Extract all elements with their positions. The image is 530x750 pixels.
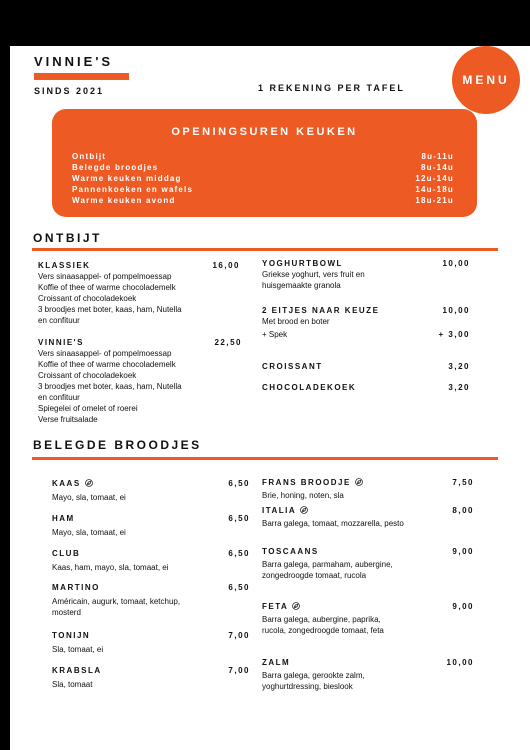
item-name [262, 505, 474, 516]
item-name-text: ITALIA [262, 506, 297, 515]
item-name: CHOCOLADEKOEK [262, 383, 357, 392]
item-price: 22,50 [214, 338, 242, 347]
hours-label: Belegde broodjes [72, 163, 159, 172]
leaf-icon [300, 506, 308, 514]
menu-item [262, 258, 470, 291]
item-desc-line: huisgemaakte granola [262, 281, 341, 290]
item-price: 7,00 [228, 631, 250, 640]
item-desc-line: en confituur [38, 393, 80, 402]
leaf-icon [355, 478, 363, 486]
section-title-sandwiches: BELEGDE BROODJES [33, 438, 202, 452]
section-title-breakfast: ONTBIJT [33, 231, 102, 245]
item-price: 6,50 [228, 549, 250, 558]
item-price: 9,00 [452, 547, 474, 556]
menu-item [52, 478, 250, 503]
item-desc-line: 3 broodjes met boter, kaas, ham, Nutella [38, 305, 182, 314]
item-price: 10,00 [442, 306, 470, 315]
item-price: 6,50 [228, 479, 250, 488]
menu-item [262, 546, 474, 581]
item-desc-line: Barra galega, parmaham, aubergine, [262, 560, 393, 569]
item-name: KLASSIEK [38, 261, 91, 270]
hours-row [72, 163, 454, 173]
item-name-text: FETA [262, 602, 289, 611]
item-name: TOSCAANS [262, 547, 319, 556]
item-desc-line: 3 broodjes met boter, kaas, ham, Nutella [38, 382, 182, 391]
item-desc-line: Vers sinaasappel- of pompelmoessap [38, 272, 172, 281]
item-price: 7,00 [228, 666, 250, 675]
item-name: CLUB [52, 549, 81, 558]
bill-note: 1 REKENING PER TAFEL [258, 83, 405, 93]
menu-item [262, 601, 474, 636]
item-desc-line: Sla, tomaat, ei [52, 645, 104, 654]
hours-label: Pannenkoeken en wafels [72, 185, 194, 194]
item-price: 3,20 [448, 362, 470, 371]
item-desc-line: Croissant of chocoladekoek [38, 294, 137, 303]
item-extra: + Spek [262, 330, 288, 339]
leaf-icon [85, 479, 93, 487]
menu-item [262, 477, 474, 501]
menu-page [10, 46, 530, 750]
leaf-icon [292, 602, 300, 610]
hours-time: 18u-21u [415, 196, 454, 205]
item-price: 8,00 [452, 506, 474, 515]
item-desc-line: en confituur [38, 316, 80, 325]
menu-item [52, 513, 250, 538]
item-name: YOGHURTBOWL [262, 259, 343, 268]
item-price: 3,20 [448, 383, 470, 392]
item-desc-line: Mayo, sla, tomaat, ei [52, 528, 126, 537]
item-desc-line: yoghurtdressing, bieslook [262, 682, 353, 691]
hours-row [72, 152, 454, 162]
menu-item [52, 630, 250, 655]
item-desc-line: Croissant of chocoladekoek [38, 371, 137, 380]
item-name: 2 EITJES NAAR KEUZE [262, 306, 380, 315]
menu-item [262, 382, 470, 393]
item-name: MARTINO [52, 583, 100, 592]
item-desc-line: Verse fruitsalade [38, 415, 98, 424]
item-desc-line: Sla, tomaat [52, 680, 93, 689]
item-price: 6,50 [228, 583, 250, 592]
item-desc-line: Griekse yoghurt, vers fruit en [262, 270, 365, 279]
hours-time: 12u-14u [415, 174, 454, 183]
menu-item [262, 505, 474, 529]
item-desc-line: Brie, honing, noten, sla [262, 491, 344, 500]
hours-time: 8u-11u [421, 152, 454, 161]
section-divider [32, 457, 498, 460]
item-desc-line: Spiegelei of omelet of roerei [38, 404, 138, 413]
item-price: 9,00 [452, 602, 474, 611]
item-name: KRABSLA [52, 666, 102, 675]
since-label: SINDS 2021 [34, 86, 105, 96]
item-name-text: FRANS BROODJE [262, 478, 351, 487]
item-desc-line: Koffie of thee of warme chocolademelk [38, 283, 176, 292]
item-name [262, 601, 474, 612]
item-desc-line: Vers sinaasappel- of pompelmoessap [38, 349, 172, 358]
opening-hours-title: OPENINGSUREN KEUKEN [171, 126, 358, 138]
item-price: 10,00 [446, 658, 474, 667]
menu-item [38, 260, 240, 326]
item-name: CROISSANT [262, 362, 323, 371]
item-price: 10,00 [442, 259, 470, 268]
opening-hours-box [52, 109, 477, 217]
item-desc-line: zongedroogde tomaat, rucola [262, 571, 367, 580]
item-name: HAM [52, 514, 75, 523]
item-desc-line: Mayo, sla, tomaat, ei [52, 493, 126, 502]
item-price: 16,00 [212, 261, 240, 270]
item-desc-line: Met brood en boter [262, 317, 330, 326]
hours-row [72, 174, 454, 184]
hours-time: 14u-18u [415, 185, 454, 194]
item-desc-line: Koffie of thee of warme chocolademelk [38, 360, 176, 369]
item-name [262, 477, 474, 488]
item-desc-line: Barra galega, gerookte zalm, [262, 671, 365, 680]
item-name: VINNIE'S [38, 338, 84, 347]
section-divider [32, 248, 498, 251]
menu-item [262, 657, 474, 692]
item-name-text: KAAS [52, 479, 81, 488]
item-name: ZALM [262, 658, 291, 667]
menu-item [262, 361, 470, 372]
brand-name: VINNIE'S [34, 54, 114, 69]
item-extra-price: + 3,00 [438, 330, 470, 339]
brand-underline [34, 73, 129, 80]
hours-row [72, 196, 454, 206]
item-price: 7,50 [452, 478, 474, 487]
menu-badge: MENU [452, 46, 520, 114]
menu-item [38, 337, 242, 425]
menu-item [52, 582, 250, 618]
item-name: TONIJN [52, 631, 91, 640]
item-name [52, 478, 250, 489]
hours-row [72, 185, 454, 195]
menu-item [52, 548, 250, 573]
item-desc-line: Kaas, ham, mayo, sla, tomaat, ei [52, 563, 169, 572]
item-desc-line: mosterd [52, 608, 81, 617]
hours-label: Ontbijt [72, 152, 107, 161]
hours-time: 8u-14u [421, 163, 454, 172]
menu-item [52, 665, 250, 690]
item-desc-line: Américain, augurk, tomaat, ketchup, [52, 597, 181, 606]
item-desc-line: rucola, zongedroogde tomaat, feta [262, 626, 384, 635]
item-price: 6,50 [228, 514, 250, 523]
item-desc-line: Barra galega, aubergine, paprika, [262, 615, 381, 624]
hours-label: Warme keuken middag [72, 174, 182, 183]
hours-label: Warme keuken avond [72, 196, 176, 205]
menu-item [262, 305, 470, 345]
item-desc-line: Barra galega, tomaat, mozzarella, pesto [262, 519, 404, 528]
